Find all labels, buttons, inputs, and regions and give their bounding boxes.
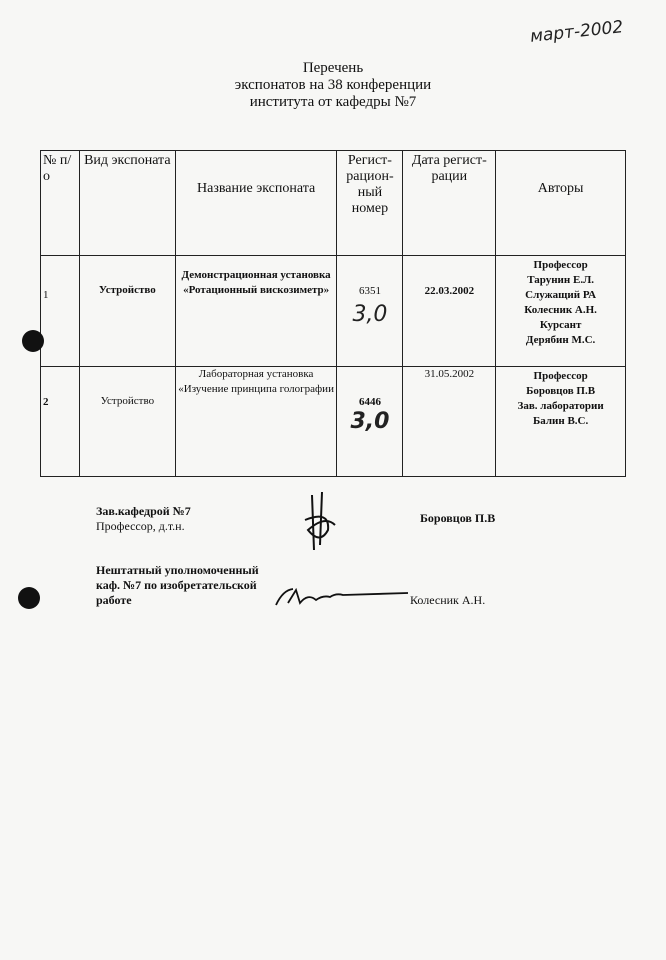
rep-line: каф. №7 по изобретательской xyxy=(96,578,257,592)
table-header-row xyxy=(41,151,626,256)
author-line: Курсант xyxy=(539,319,582,331)
punch-hole xyxy=(22,330,44,352)
cell-type: Устройство xyxy=(79,256,175,367)
reg-number: 6446 xyxy=(358,396,381,408)
rep-line: работе xyxy=(96,593,132,607)
col-header: Регист-рацион-ный номер xyxy=(337,151,403,256)
author-line: Балин В.С. xyxy=(532,415,589,427)
head-line: Профессор, д.т.н. xyxy=(96,519,185,533)
handwritten-date: март-2002 xyxy=(529,17,625,47)
cell-name: Лабораторная установка «Изучение принципа голографии xyxy=(175,367,337,477)
title-line: Перечень xyxy=(302,60,364,76)
rep-line: Нештатный уполномоченный xyxy=(96,563,259,577)
head-name: Боровцов П.В xyxy=(420,511,496,525)
handwritten-mark: 3,0 xyxy=(350,409,390,434)
signature-head xyxy=(300,490,340,560)
cell-date: 22.03.2002 xyxy=(403,256,496,367)
rep-name: Колесник А.Н. xyxy=(410,593,486,607)
rep-title xyxy=(96,563,259,608)
cell-no: 2 xyxy=(41,367,80,477)
punch-hole xyxy=(18,587,40,609)
author-line: Зав. лаборатории xyxy=(517,400,604,412)
cell-reg xyxy=(337,256,403,367)
cell-type: Устройство xyxy=(79,367,175,477)
author-line: Боровцов П.В xyxy=(526,385,596,397)
title-line: института от кафедры №7 xyxy=(249,94,417,110)
col-header: Вид экспоната xyxy=(79,151,175,256)
cell-no: 1 xyxy=(41,256,80,367)
author-line: Профессор xyxy=(533,370,588,382)
col-header: № п/о xyxy=(41,151,80,256)
cell-reg xyxy=(337,367,403,477)
cell-date: 31.05.2002 xyxy=(403,367,496,477)
cell-authors xyxy=(496,367,626,477)
document-title xyxy=(0,60,666,111)
author-line: Профессор xyxy=(533,259,588,271)
handwritten-mark: 3,0 xyxy=(352,302,388,327)
cell-name: Демонстрационная установка «Ротационный вискозиметр» xyxy=(175,256,337,367)
col-header: Название экспоната xyxy=(175,151,337,256)
author-line: Служащий РА xyxy=(525,289,597,301)
author-line: Колесник А.Н. xyxy=(524,304,597,316)
col-header: Дата регист-рации xyxy=(403,151,496,256)
col-header: Авторы xyxy=(496,151,626,256)
reg-number: 6351 xyxy=(358,285,381,297)
signature-rep xyxy=(268,585,413,610)
head-title xyxy=(96,504,191,534)
table-row xyxy=(41,256,626,367)
exhibits-table xyxy=(40,150,626,477)
head-line: Зав.кафедрой №7 xyxy=(96,504,191,518)
author-line: Тарунин Е.Л. xyxy=(527,274,595,286)
cell-authors xyxy=(496,256,626,367)
author-line: Дерябин М.С. xyxy=(525,334,596,346)
table-row xyxy=(41,367,626,477)
title-line: экспонатов на 38 конференции xyxy=(234,77,432,93)
